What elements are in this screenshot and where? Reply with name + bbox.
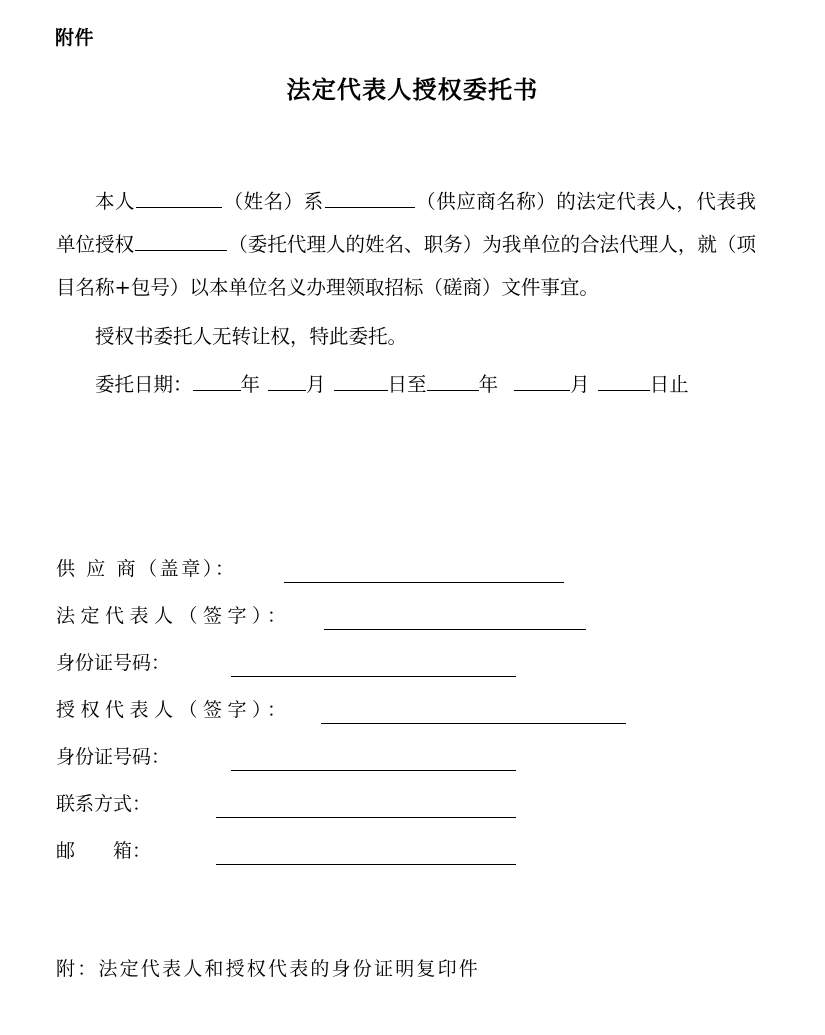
delegation-date-label: 委托日期： [95,373,193,396]
signature-label-authorized-representative-id: 身份证号码： [56,746,171,768]
signature-block [56,556,756,885]
paragraph-segment-2: （姓名）系 [223,190,324,213]
unit-month-start: 月 [306,373,326,396]
blank-end-month[interactable] [514,371,570,392]
signature-label-contact-phone: 联系方式： [56,793,152,815]
signature-fill-line-legal-representative-id[interactable] [231,676,516,677]
blank-principal-name[interactable] [136,188,222,209]
paragraph-segment-4: （委托代理人的姓名、职务）为我单位的合法代理人，就（项目名称+包号）以本单位名义办理领取招标（磋商）文件事宜。 [56,233,756,299]
signature-fill-line-supplier-seal[interactable] [284,582,564,583]
body-text-block [56,180,756,358]
signature-fill-line-email[interactable] [216,864,516,865]
signature-label-legal-representative-signature: 法定代表人（签字）： [56,605,292,627]
blank-end-day[interactable] [598,371,650,392]
signature-row-authorized-representative-signature [56,697,756,744]
unit-day-end: 日止 [649,373,689,396]
signature-row-legal-representative-id [56,650,756,697]
signature-fill-line-contact-phone[interactable] [216,817,516,818]
blank-end-year[interactable] [427,371,479,392]
signature-label-legal-representative-id: 身份证号码： [56,652,171,674]
unit-year-end: 年 [478,373,499,396]
signature-row-supplier-seal [56,556,756,603]
blank-start-month[interactable] [268,371,306,392]
signature-label-supplier-seal: 供 应 商（盖章）： [56,558,237,580]
paragraph-authorization [56,180,756,309]
paragraph-segment-1: 本人 [95,190,136,213]
signature-label-authorized-representative-signature: 授权代表人（签字）： [56,699,292,721]
delegation-date-line [56,370,776,400]
signature-row-contact-phone [56,791,756,838]
blank-start-day[interactable] [334,371,388,392]
signature-label-email: 邮 箱： [56,840,152,862]
paragraph-no-transfer: 授权书委托人无转让权，特此委托。 [95,325,408,348]
paragraph-segment-3: （供应商名称）的法定代表人，代表我单位授权 [56,190,756,256]
footer-note: 附：法定代表人和授权代表的身份证明复印件 [56,958,481,980]
unit-day-start: 日至 [387,373,427,396]
signature-row-legal-representative-signature [56,603,756,650]
signature-row-email [56,838,756,885]
signature-row-authorized-representative-id [56,744,756,791]
signature-fill-line-legal-representative-signature[interactable] [324,629,586,630]
blank-start-year[interactable] [193,371,241,392]
signature-fill-line-authorized-representative-id[interactable] [231,770,516,771]
blank-agent-name-title[interactable] [135,231,227,252]
blank-supplier-name[interactable] [325,188,415,209]
attachment-label: 附件 [55,27,95,49]
signature-fill-line-authorized-representative-signature[interactable] [321,723,626,724]
unit-year-start: 年 [240,373,261,396]
unit-month-end: 月 [570,373,590,396]
page-title: 法定代表人授权委托书 [286,76,539,104]
